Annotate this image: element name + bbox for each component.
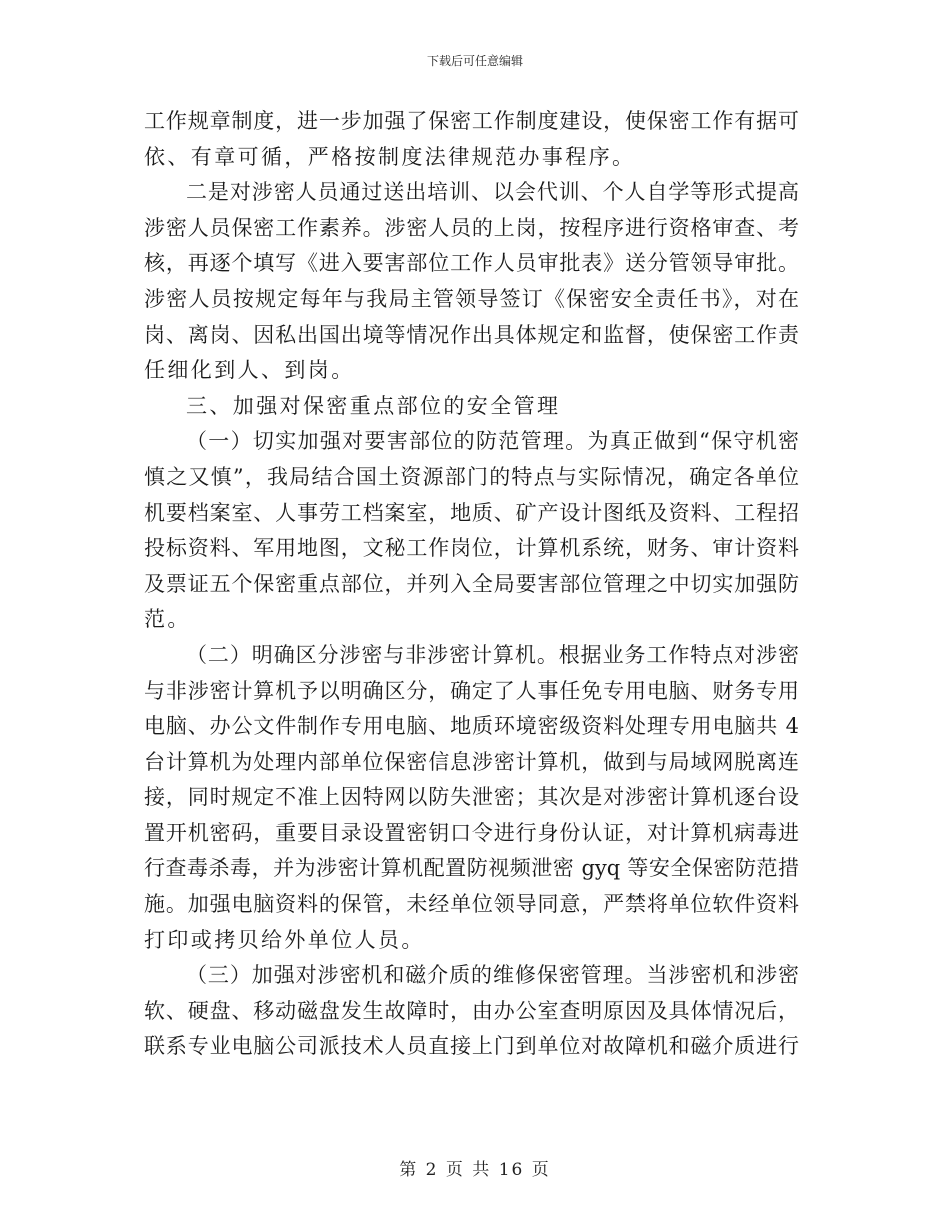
text-line: 岗、离岗、因私出国出境等情况作出具体规定和监督，使保密工作责 [144, 322, 799, 347]
text-line: 依、有章可循，严格按制度法律规范办事程序。 [144, 144, 636, 169]
text-line: 软、硬盘、移动磁盘发生故障时，由办公室查明原因及具体情况后， [144, 998, 799, 1023]
text-line: 及票证五个保密重点部位，并列入全局要害部位管理之中切实加强防 [144, 571, 799, 596]
text-line: 工作规章制度，进一步加强了保密工作制度建设，使保密工作有据可 [144, 109, 799, 133]
text-line: 与非涉密计算机予以明确区分，确定了人事任免专用电脑、财务专用 [144, 678, 799, 703]
text-line: 涉密人员保密工作素养。涉密人员的上岗，按程序进行资格审查、考 [144, 215, 799, 240]
text-line: （二）明确区分涉密与非涉密计算机。根据业务工作特点对涉密 [186, 642, 799, 667]
text-line: 慎之又慎”，我局结合国土资源部门的特点与实际情况，确定各单位 [144, 464, 799, 489]
text-line: 任细化到人、到岗。 [144, 358, 355, 383]
page-footer: 第 2 页 共 16 页 [399, 1160, 551, 1180]
text-line: 机要档案室、人事劳工档案室，地质、矿产设计图纸及资料、工程招 [144, 500, 799, 525]
text-line: 范。 [144, 607, 191, 632]
text-line: （一）切实加强对要害部位的防范管理。为真正做到“保守机密 [186, 429, 799, 454]
text-line: （三）加强对涉密机和磁介质的维修保密管理。当涉密机和涉密 [186, 963, 799, 988]
text-line: 打印或拷贝给外单位人员。 [144, 927, 425, 952]
page-header: 下载后可任意编辑 [426, 54, 523, 68]
text-line: 施。加强电脑资料的保管，未经单位领导同意，严禁将单位软件资料 [144, 892, 799, 917]
text-line: 三、加强对保密重点部位的安全管理 [186, 393, 561, 418]
text-line: 投标资料、军用地图，文秘工作岗位，计算机系统，财务、审计资料 [144, 536, 799, 561]
text-line: 联系专业电脑公司派技术人员直接上门到单位对故障机和磁介质进行 [144, 1034, 799, 1059]
text-line: 二是对涉密人员通过送出培训、以会代训、个人自学等形式提高 [186, 180, 799, 205]
text-line: 台计算机为处理内部单位保密信息涉密计算机，做到与局域网脱离连 [144, 749, 799, 774]
text-line: 核，再逐个填写《进入要害部位工作人员审批表》送分管领导审批。 [144, 251, 799, 276]
document-body [144, 104, 799, 1065]
text-line: 行查毒杀毒，并为涉密计算机配置防视频泄密 gyq 等安全保密防范措 [144, 856, 799, 881]
text-line: 涉密人员按规定每年与我局主管领导签订《保密安全责任书》，对在 [144, 286, 799, 311]
text-line: 置开机密码，重要目录设置密钥口令进行身份认证，对计算机病毒进 [144, 820, 799, 845]
text-line: 电脑、办公文件制作专用电脑、地质环境密级资料处理专用电脑共 4 [144, 714, 799, 739]
text-line: 接，同时规定不准上因特网以防失泄密；其次是对涉密计算机逐台设 [144, 785, 799, 810]
